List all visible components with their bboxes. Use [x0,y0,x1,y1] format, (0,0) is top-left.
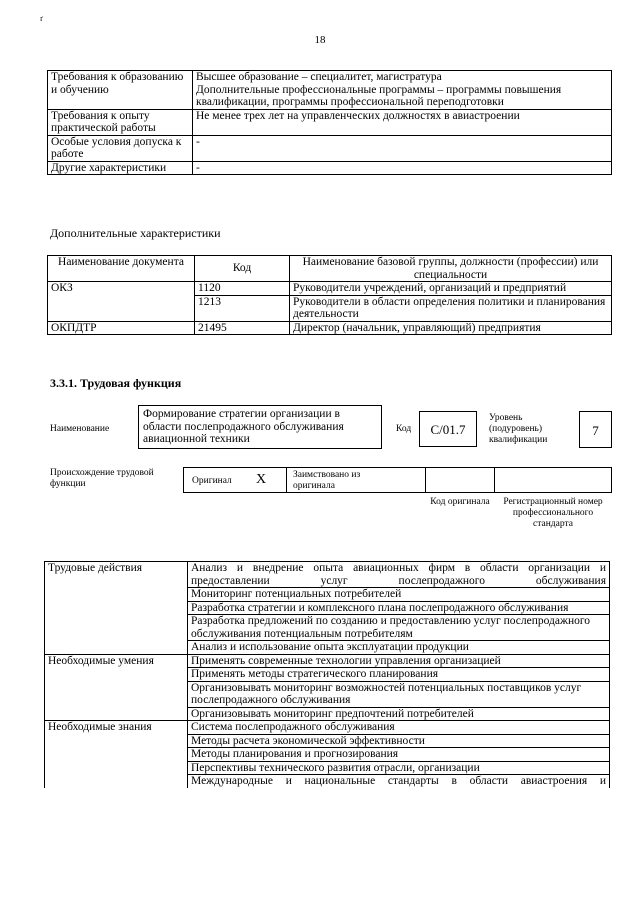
table-row [48,161,612,175]
req-value-experience: Не менее трех лет на управленческих должностях в авиастроении [193,109,612,135]
table-row [45,707,610,721]
function-code: C/01.7 [419,411,477,447]
req-key-other: Другие характеристики [48,161,193,175]
table-row [45,668,610,682]
table-row [45,681,610,707]
req-value-education [193,71,612,110]
additional-table [47,255,612,335]
task-item: Организовывать мониторинг возможностей потенциальных поставщиков услуг послепродажного обслуживания [188,681,610,707]
table-row [45,775,610,788]
req-key-experience: Требования к опыту практической работы [48,109,193,135]
req-key-education: Требования к образованию и обучению [48,71,193,110]
level-value: 7 [579,411,612,448]
task-item: Перспективы технического развития отрасли, организации [188,761,610,775]
tasks-key-actions: Трудовые действия [45,562,188,588]
code-cell: 1213 [195,295,290,321]
orig-code-label: Код оригинала [430,497,490,507]
borrowed-box [286,467,426,493]
table-row [45,734,610,748]
req-line: Высшее образование – специалитет, магистратура [196,71,442,83]
name-cell: Директор (начальник, управляющий) предприятия [290,321,612,335]
name-cell: Руководители учреждений, организаций и предприятий [290,282,612,296]
table-row [45,615,610,641]
header-name: Наименование базовой группы, должности (профессии) или специальности [290,256,612,282]
tasks-key-knowledge: Необходимые знания [45,721,188,735]
table-row [48,109,612,135]
req-line: Дополнительные профессиональные программы – программы повышения квалификации, программы профессиональной переподготовки [196,83,562,108]
task-item: Мониторинг потенциальных потребителей [188,588,610,602]
header-doc: Наименование документа [48,256,195,282]
table-row [45,562,610,588]
name-cell: Руководители в области определения политики и планирования деятельности [290,295,612,321]
table-row [45,761,610,775]
task-item: Применять методы стратегического планирования [188,668,610,682]
code-cell: 21495 [195,321,290,335]
req-key-conditions: Особые условия допуска к работе [48,135,193,161]
task-item: Методы планирования и прогнозирования [188,748,610,762]
reg-number-label: Регистрационный номер профессионального стандарта [503,497,603,529]
table-row [45,721,610,735]
doc-cell: ОКЗ [48,282,195,322]
table-row [48,135,612,161]
task-item: Методы расчета экономической эффективности [188,734,610,748]
task-item: Международные и национальные стандарты в области авиастроения и [188,775,610,788]
table-row [45,654,610,668]
original-label: Оригинал [192,476,232,486]
task-item: Система послепродажного обслуживания [188,721,610,735]
page-number: 18 [314,34,326,46]
task-item: Применять современные технологии управления организацией [188,654,610,668]
origin-label: Происхождение трудовой функции [50,468,154,489]
level-label: Уровень (подуровень) квалификации [489,413,548,445]
corner-mark: ґ [40,14,43,23]
task-item: Разработка стратегии и комплексного плана послепродажного обслуживания [188,601,610,615]
code-cell: 1120 [195,282,290,296]
task-item: Разработка предложений по созданию и предоставлению услуг послепродажного обслуживания потенциальным потребителям [188,615,610,641]
header-code: Код [195,256,290,282]
table-row [45,748,610,762]
tasks-key-skills: Необходимые умения [45,654,188,668]
task-item: Анализ и внедрение опыта авиационных фирм в области организации и предоставлении услуг послепродажного обслуживания [188,562,610,588]
reg-number-box [494,467,612,493]
req-value-other: - [193,161,612,175]
original-mark: X [256,472,267,487]
function-name: Формирование стратегии организации в области послепродажного обслуживания авиационной техники [138,405,382,449]
table-row [48,321,612,335]
task-item: Анализ и использование опыта эксплуатации продукции [188,641,610,655]
table-header-row [48,256,612,282]
req-value-conditions: - [193,135,612,161]
original-box [183,467,287,493]
table-row [48,71,612,110]
tasks-table [44,561,610,788]
table-row [45,601,610,615]
table-row [45,588,610,602]
orig-code-box [425,467,495,493]
section-title: 3.3.1. Трудовая функция [50,376,182,390]
requirements-table [47,70,612,175]
table-row [48,282,612,296]
name-label: Наименование [50,424,110,434]
task-item: Организовывать мониторинг предпочтений потребителей [188,707,610,721]
table-row [45,641,610,655]
borrowed-label: Заимствовано из оригинала [293,470,361,491]
code-label: Код [396,424,412,434]
additional-characteristics-label: Дополнительные характеристики [50,226,221,240]
doc-cell: ОКПДТР [48,321,195,335]
